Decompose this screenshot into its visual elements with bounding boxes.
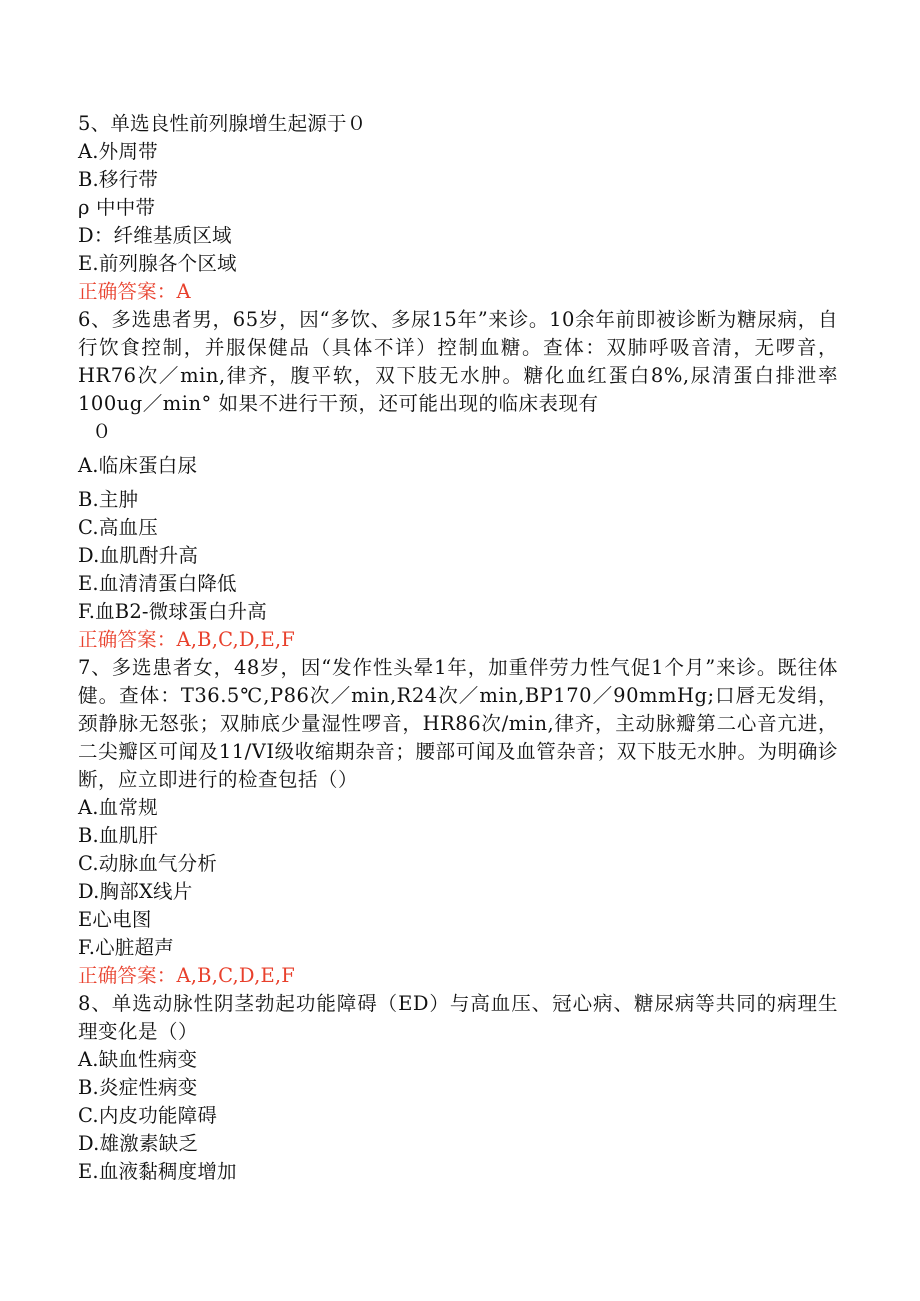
- question-6-option-d: D.血肌酎升高: [78, 544, 199, 567]
- question-5-option-b: B.移行带: [78, 168, 159, 191]
- question-5-option-d: D：纤维基质区域: [78, 224, 232, 247]
- question-5-answer: 正确答案：A: [78, 280, 191, 303]
- question-7-option-e: E心电图: [78, 908, 152, 931]
- question-8-option-d: D.雄激素缺乏: [78, 1132, 199, 1155]
- question-7-option-d: D.胸部X线片: [78, 880, 193, 903]
- question-5-option-c: ρ 中中带: [78, 196, 156, 219]
- question-8-option-a: A.缺血性病变: [78, 1048, 198, 1071]
- question-8-option-e: E.血液黏稠度增加: [78, 1160, 237, 1183]
- question-7-option-a: A.血常规: [78, 796, 158, 819]
- question-6-option-e: E.血清清蛋白降低: [78, 572, 237, 595]
- question-list: [78, 110, 838, 1186]
- question-6-option-f: F.血B2-微球蛋白升高: [78, 600, 267, 623]
- question-8-option-b: B.炎症性病变: [78, 1076, 198, 1099]
- question-5-option-e: E.前列腺各个区域: [78, 252, 237, 275]
- question-6-stem: 6、多选患者男，65岁，因“多饮、多尿15年”来诊。10余年前即被诊断为糖尿病，自行饮食控制，并服保健品（具体不详）控制血糖。查体：双肺呼吸音清，无啰音，HR76次／min,律齐，腹平软，双下肢无水肿。糖化血红蛋白8%,尿清蛋白排泄率100ug／min° 如果不进行干预，还可能出现的临床表现有: [78, 308, 838, 415]
- question-6-option-b: B.主肿: [78, 488, 139, 511]
- question-7-option-b: B.血肌肝: [78, 824, 159, 847]
- question-8-option-c: C.内皮功能障碍: [78, 1104, 218, 1127]
- question-7-answer: 正确答案：A,B,C,D,E,F: [78, 964, 296, 987]
- question-6-answer: 正确答案：A,B,C,D,E,F: [78, 628, 296, 651]
- question-5-option-a: A.外周带: [78, 140, 158, 163]
- question-5-stem: 5、单选良性前列腺增生起源于０: [78, 112, 367, 135]
- question-8-stem: 8、单选动脉性阴茎勃起功能障碍（ED）与高血压、冠心病、糖尿病等共同的病理生理变化是（）: [78, 992, 838, 1043]
- question-7-stem: 7、多选患者女，48岁，因“发作性头晕1年，加重伴劳力性气促1个月”来诊。既往体健。查体：T36.5℃,P86次／min,R24次／min,BP170／90mmHg;口唇无发绢，颈静脉无怒张；双肺底少量湿性啰音，HR86次/min,律齐，主动脉瓣第二心音亢进，二尖瓣区可闻及11/VI级收缩期杂音；腰部可闻及血管杂音；双下肢无水肿。为明确诊断，应立即进行的检查包括（）: [78, 656, 838, 791]
- question-6-option-c: C.高血压: [78, 516, 158, 539]
- question-6-stem-tail: ０: [92, 420, 112, 443]
- question-7-option-c: C.动脉血气分析: [78, 852, 218, 875]
- question-6-option-a: A.临床蛋白尿: [78, 454, 198, 477]
- question-7-option-f: F.心脏超声: [78, 936, 174, 959]
